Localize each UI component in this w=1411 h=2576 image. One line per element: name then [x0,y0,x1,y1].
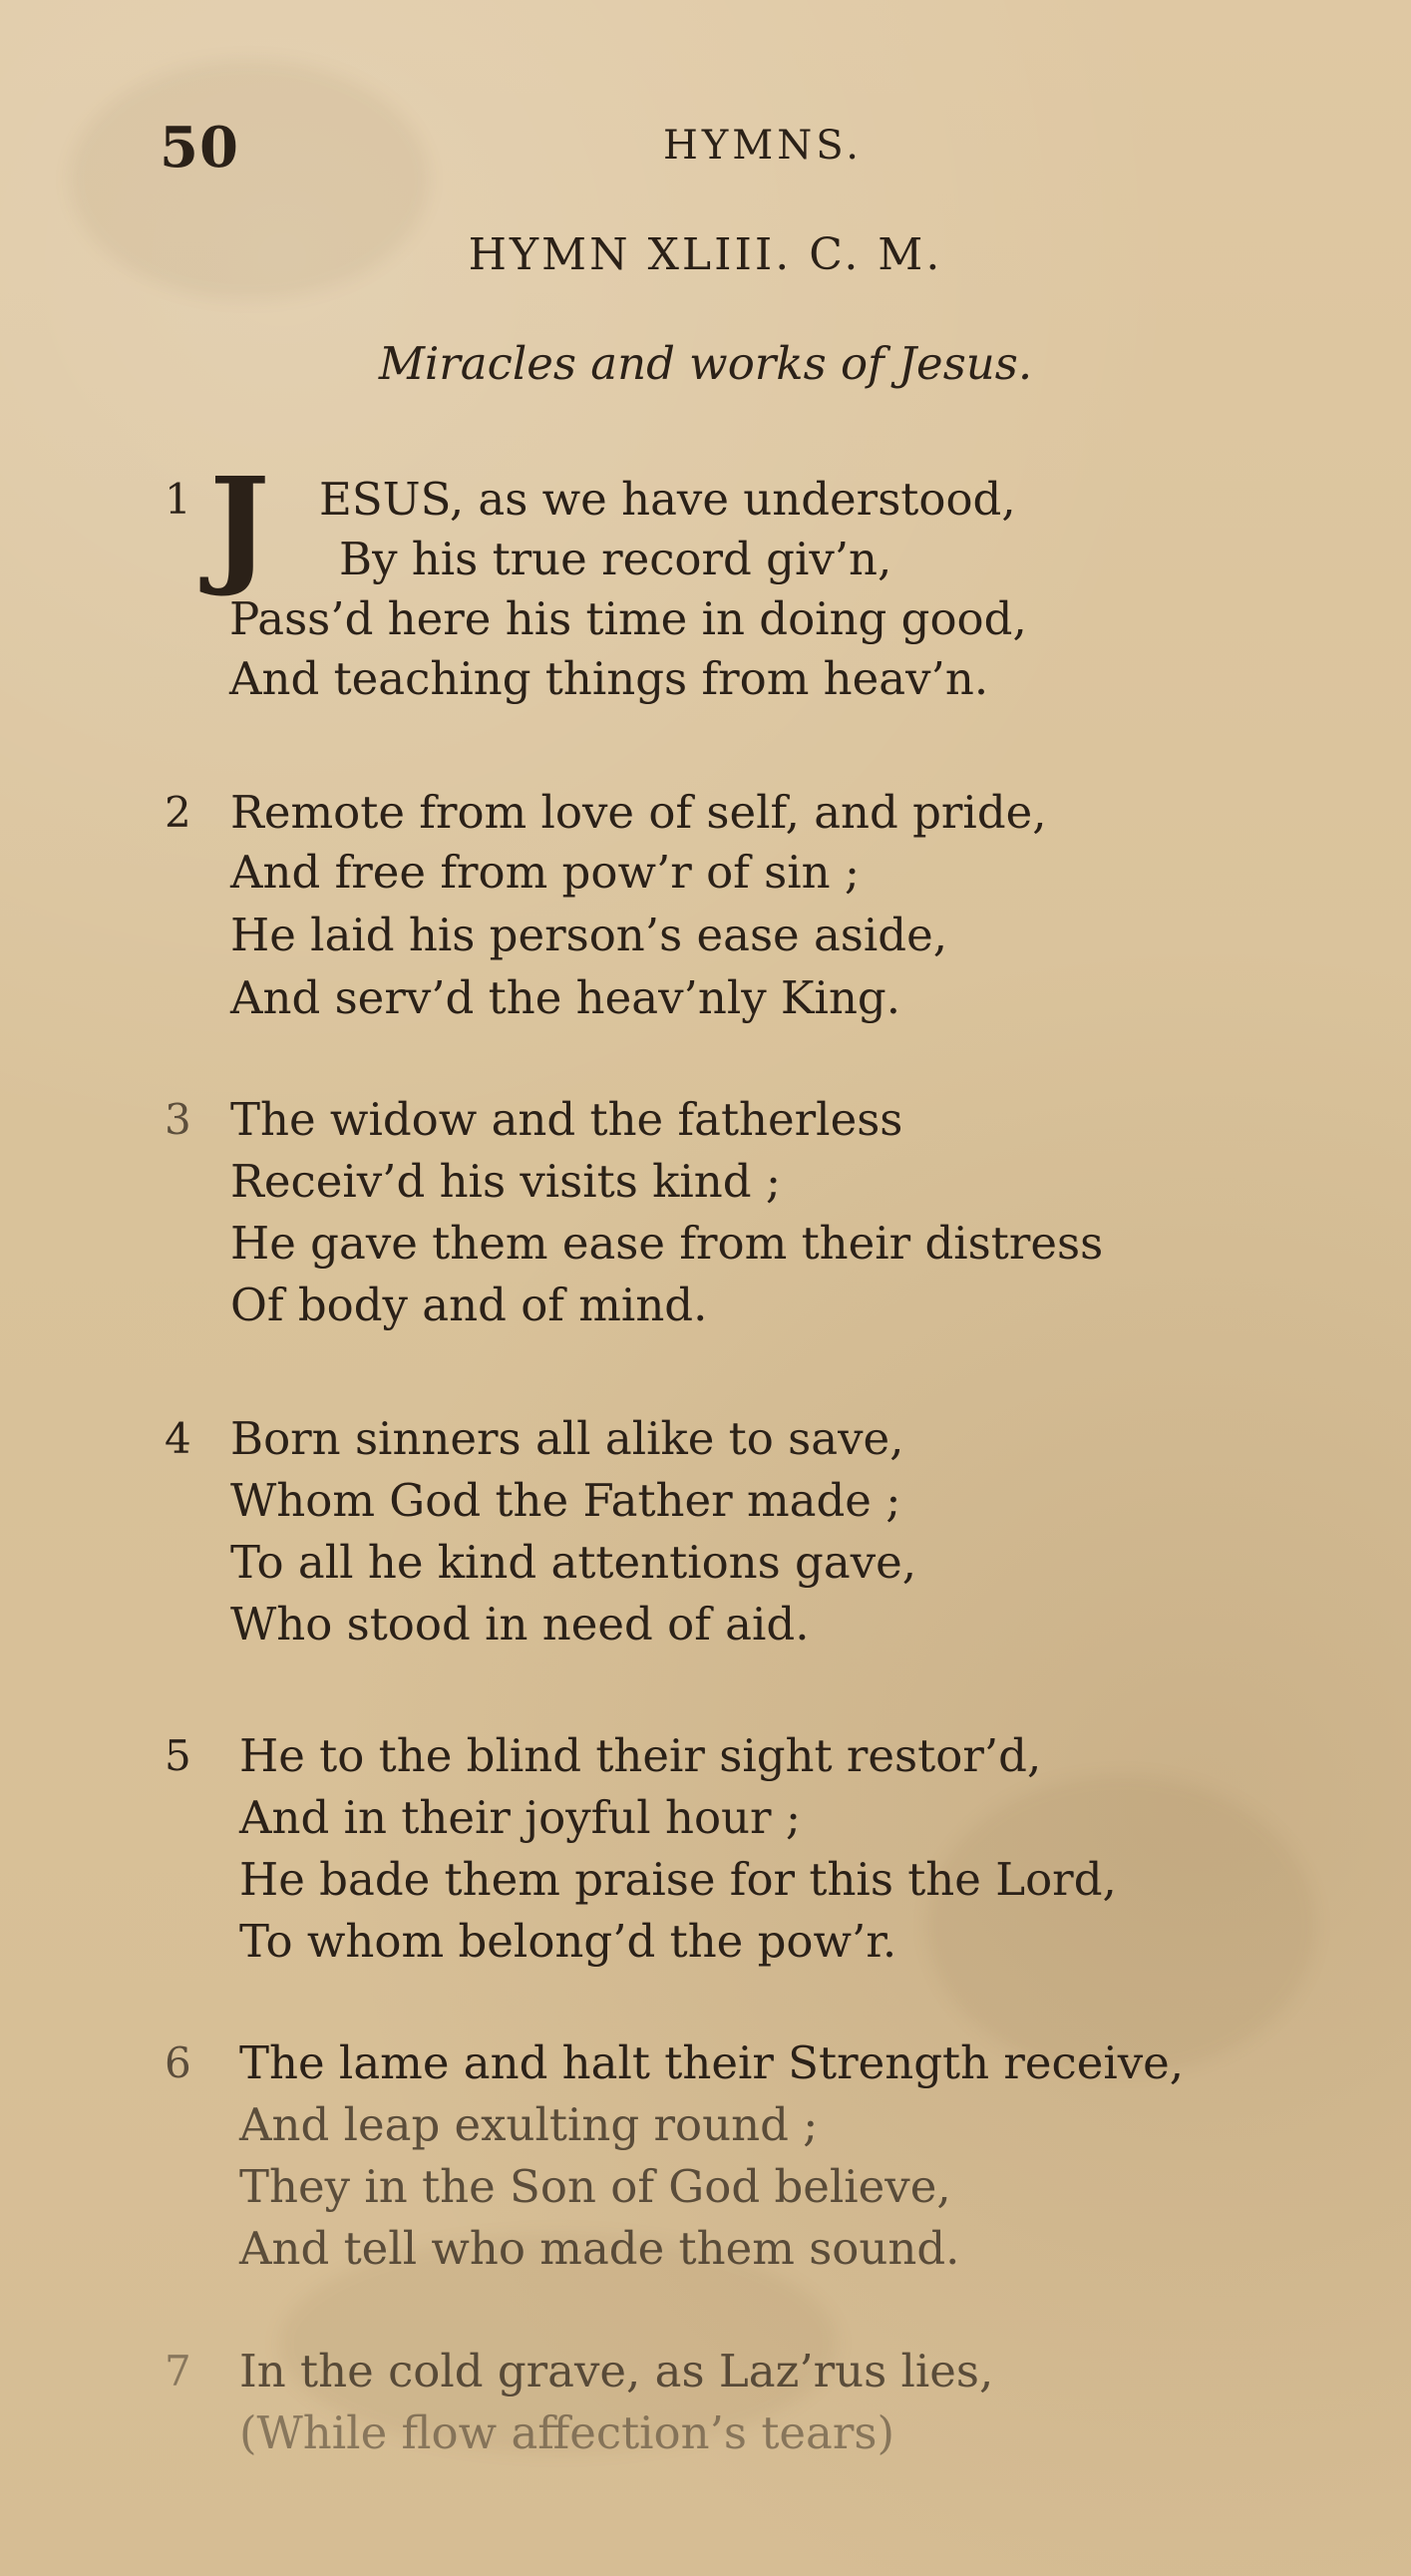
stanza-line: And in their joyful hour ; [239,1791,802,1844]
stanza-number: 2 [165,788,191,837]
stanza-line: Born sinners all alike to save, [230,1412,904,1465]
stanza-2 [165,780,1361,1049]
stanza-5 [165,1723,1361,1993]
stanza-number: 3 [165,1095,191,1144]
stanza-line: Remote from love of self, and pride, [230,786,1047,839]
stanza-line: To all he kind attentions gave, [230,1536,917,1589]
stanza-line: And tell who made them sound. [239,2222,960,2275]
stanza-line: They in the Son of God believe, [239,2160,951,2213]
stanza-6 [165,2030,1361,2300]
hymn-subtitle: Miracles and works of Jesus. [378,337,1033,390]
stanza-line: Receiv’d his visits kind ; [230,1155,782,1208]
stanza-line: ESUS, as we have understood, [319,473,1016,526]
stanza-line: And serv’d the heav’nly King. [230,971,901,1024]
stanza-7 [165,2339,1361,2478]
stanza-number: 1 [165,475,191,524]
running-title: HYMNS. [663,123,863,169]
stanza-3 [165,1087,1361,1356]
stanza-line: And teaching things from heav’n. [229,652,989,705]
page-number: 50 [160,115,239,181]
stanza-line: The lame and halt their Strength receive, [239,2036,1185,2089]
stanza-line: In the cold grave, as Laz’rus lies, [239,2345,994,2397]
stanza-number: 4 [165,1414,191,1463]
stanza-line: And leap exulting round ; [239,2098,819,2151]
stanza-number: 5 [165,1731,191,1780]
stanza-number: 7 [165,2347,191,2395]
drop-cap-letter: J [209,451,270,600]
stanza-line: He to the blind their sight restor’d, [239,1729,1042,1782]
stanza-1 [165,451,1361,736]
stanza-4 [165,1406,1361,1675]
stanza-line: To whom belong’d the pow’r. [239,1915,897,1968]
stanza-line: He laid his person’s ease aside, [230,909,948,961]
stanza-line: (While flow affection’s tears) [239,2406,895,2459]
stanza-line: He bade them praise for this the Lord, [239,1853,1117,1906]
hymn-title: HYMN XLIII. C. M. [468,229,943,280]
stanza-line: By his true record giv’n, [339,533,892,585]
stanza-line: Of body and of mind. [230,1279,708,1331]
stanza-line: Pass’d here his time in doing good, [229,592,1027,645]
stanza-line: He gave them ease from their distress [230,1217,1104,1270]
page-header [160,115,1256,184]
stanza-line: Who stood in need of aid. [230,1598,810,1651]
stanza-line: And free from pow’r of sin ; [230,846,861,899]
stanza-number: 6 [165,2038,191,2087]
stanza-line: Whom God the Father made ; [230,1474,901,1527]
stanza-line: The widow and the fatherless [230,1093,903,1146]
